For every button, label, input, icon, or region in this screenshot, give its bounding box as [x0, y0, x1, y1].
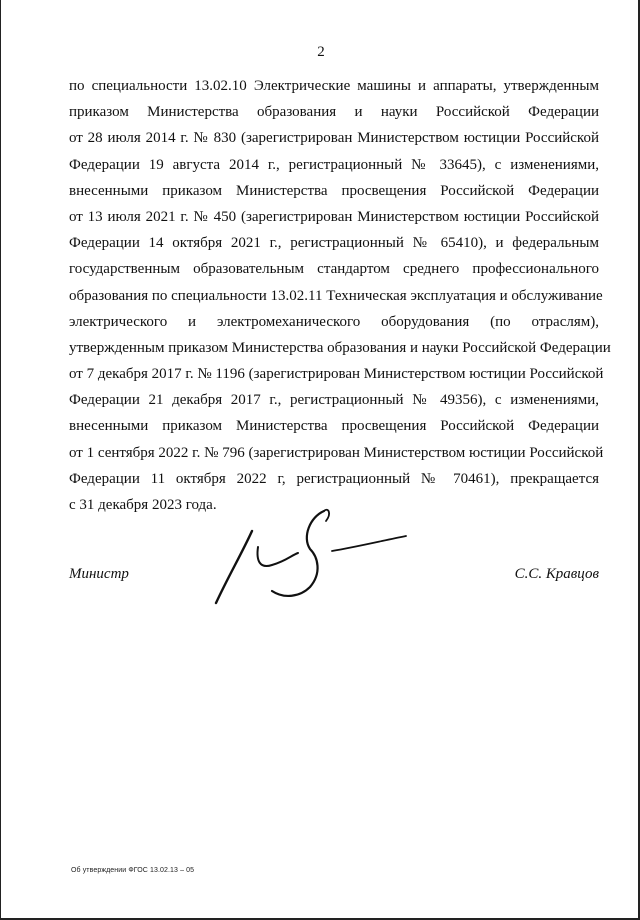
body-line: с 31 декабря 2023 года. — [69, 497, 217, 513]
body-line: по специальности 13.02.10 Электрические машины и аппараты, утвержденным — [69, 78, 599, 94]
body-line: от 13 июля 2021 г. № 450 (зарегистрирован Министерством юстиции Российской — [69, 208, 599, 225]
body-line: Федерации 21 декабря 2017 г., регистрационный № 49356), с изменениями, — [69, 392, 599, 409]
body-line: образования по специальности 13.02.11 Техническая эксплуатация и обслуживание — [69, 287, 603, 304]
page-number: 2 — [317, 44, 325, 60]
body-line: Федерации 11 октября 2022 г, регистрационный № 70461), прекращается — [69, 470, 599, 487]
body-line: утвержденным приказом Министерства образования и науки Российской Федерации — [69, 339, 611, 356]
body-line: внесенными приказом Министерства просвещения Российской Федерации — [69, 182, 599, 199]
body-line: Федерации 14 октября 2021 г., регистрационный № 65410), и федеральным — [69, 235, 599, 252]
body-line: от 1 сентября 2022 г. № 796 (зарегистрирован Министерством юстиции Российской — [69, 444, 604, 461]
body-line: государственным образовательным стандартом среднего профессионального — [69, 261, 599, 278]
signer-name: С.С. Кравцов — [514, 566, 599, 582]
body-paragraph — [69, 73, 611, 518]
body-line: приказом Министерства образования и науки Российской Федерации — [69, 104, 599, 121]
signature-block — [69, 560, 599, 600]
footer-note: Об утверждении ФГОС 13.02.13 – 05 — [71, 867, 195, 874]
body-line: от 7 декабря 2017 г. № 1196 (зарегистрирован Министерством юстиции Российской — [69, 366, 604, 383]
body-line: Федерации 19 августа 2014 г., регистрационный № 33645), с изменениями, — [69, 156, 599, 173]
body-line: электрического и электромеханического оборудования (по отраслям), — [69, 313, 599, 330]
signer-title: Министр — [69, 566, 129, 582]
body-line: внесенными приказом Министерства просвещения Российской Федерации — [69, 418, 599, 435]
body-line: от 28 июля 2014 г. № 830 (зарегистрирован Министерством юстиции Российской — [69, 130, 599, 147]
